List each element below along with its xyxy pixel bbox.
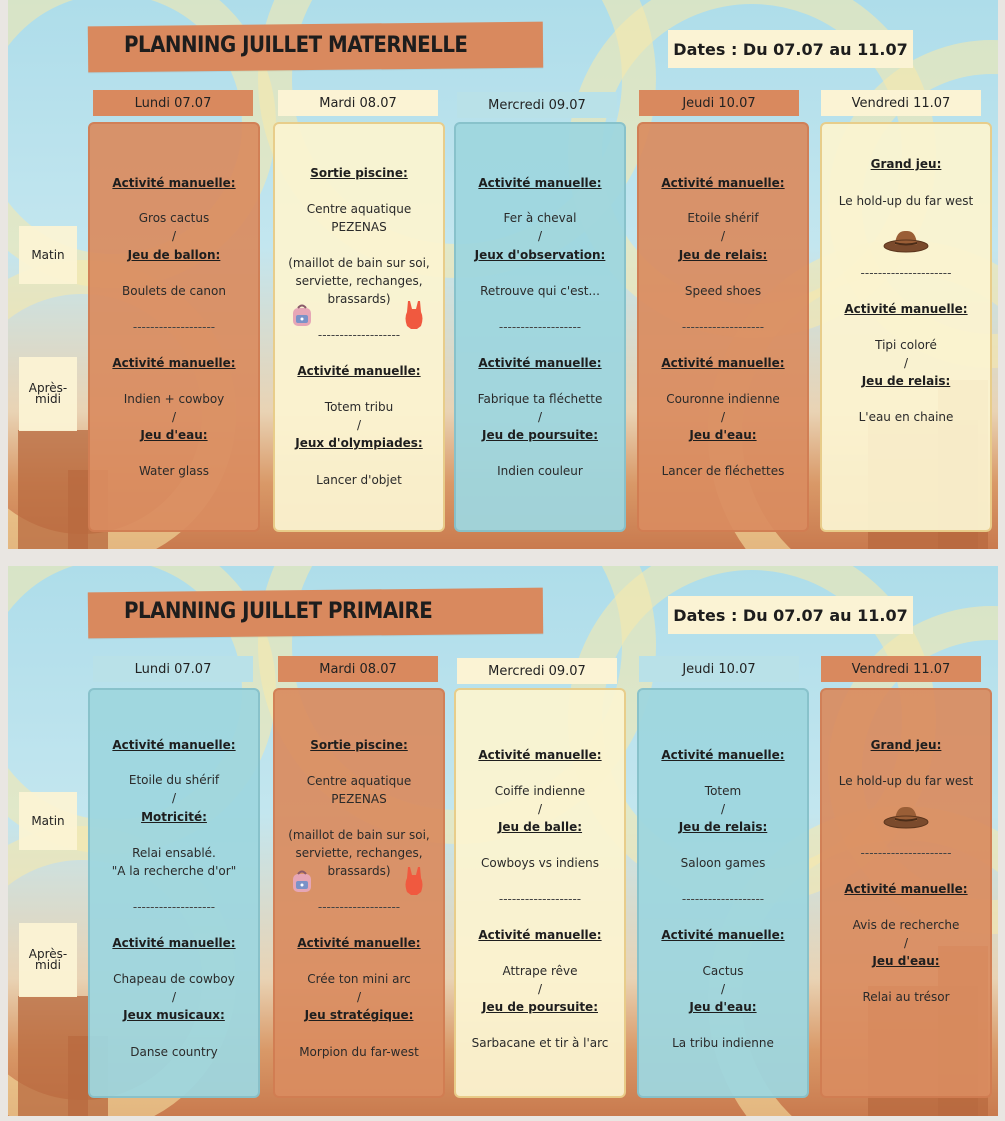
activity-heading: Activité manuelle: [297,936,421,950]
activity-text: Avis de recherche [852,918,960,932]
activity-text: (maillot de bain sur soi, [288,256,430,270]
separator-line: --------------------- [860,266,952,280]
activity-text: / [903,936,909,950]
activity-text: Speed shoes [684,284,762,298]
activity-text: Centre aquatique [306,202,412,216]
day-header: Lundi 07.07 [93,90,253,116]
activity-text: / [720,410,726,424]
activity-text: PEZENAS [331,792,387,806]
separator-line: --------------------- [860,846,952,860]
activity-text: Coiffe indienne [494,784,586,798]
activity-text: Water glass [138,464,210,478]
swimsuit-icon [403,300,425,334]
day-card [637,122,809,532]
activity-text: Couronne indienne [666,392,780,406]
activity-text: Crée ton mini arc [307,972,411,986]
separator-line: ------------------- [317,900,401,914]
activity-heading: Activité manuelle: [478,748,602,762]
day-card [88,122,260,532]
activity-heading: Jeu de poursuite: [482,428,598,442]
activity-text: Attrape rêve [502,964,578,978]
day-card [820,688,992,1098]
activity-heading: Activité manuelle: [844,882,968,896]
activity-heading: Activité manuelle: [112,738,236,752]
activity-heading: Jeu de relais: [678,248,768,262]
activity-text: / [171,990,177,1004]
activity-text: / [720,802,726,816]
separator-line: ------------------- [681,892,765,906]
activity-text: serviette, rechanges, [295,274,423,288]
page-title: PLANNING JUILLET PRIMAIRE [124,599,433,624]
matin-label: Matin [19,226,77,284]
activity-text: Totem tribu [324,400,394,414]
activity-text: Lancer de fléchettes [661,464,785,478]
activity-text: Totem [704,784,742,798]
activity-heading: Jeu d'eau: [872,954,940,968]
activity-text: / [537,982,543,996]
activity-text: / [537,410,543,424]
planning-primaire-panel [8,566,998,1116]
day-header: Jeudi 10.07 [639,656,799,682]
activity-text: Lancer d'objet [316,473,402,487]
activity-heading: Activité manuelle: [661,928,785,942]
activity-text: Le hold-up du far west [838,194,974,208]
day-card [273,122,445,532]
activity-text: brassards) [327,292,391,306]
activity-text: (maillot de bain sur soi, [288,828,430,842]
activity-text: / [537,802,543,816]
page-title: PLANNING JUILLET MATERNELLE [124,33,468,58]
apres-midi-label: Après- midi [19,923,77,997]
activity-heading: Jeux musicaux: [123,1008,225,1022]
day-header: Mardi 08.07 [278,656,438,682]
activity-heading: Activité manuelle: [478,928,602,942]
activity-heading: Jeu d'eau: [689,428,757,442]
activity-text: Chapeau de cowboy [113,972,235,986]
activity-heading: Jeux d'olympiades: [295,436,423,450]
day-header: Lundi 07.07 [93,656,253,682]
activity-text: serviette, rechanges, [295,846,423,860]
activity-text: / [720,982,726,996]
activity-heading: Activité manuelle: [297,364,421,378]
day-header: Mardi 08.07 [278,90,438,116]
activity-text: Boulets de canon [122,284,226,298]
day-card [88,688,260,1098]
activity-text: / [171,229,177,243]
activity-heading: Jeu d'eau: [140,428,208,442]
activity-heading: Activité manuelle: [661,176,785,190]
day-card [454,688,626,1098]
apres-midi-label: Après- midi [19,357,77,431]
matin-label: Matin [19,792,77,850]
activity-text: Centre aquatique [306,774,412,788]
activity-text: Relai au trésor [862,990,950,1004]
day-header: Mercredi 09.07 [457,92,617,118]
day-card [637,688,809,1098]
activity-text: / [356,418,362,432]
activity-heading: Activité manuelle: [661,356,785,370]
separator-line: ------------------- [317,328,401,342]
activity-text: brassards) [327,864,391,878]
activity-text: Cactus [702,964,744,978]
activity-text: / [537,229,543,243]
activity-heading: Jeu d'eau: [689,1000,757,1014]
activity-text: Saloon games [680,856,766,870]
activity-heading: Activité manuelle: [661,748,785,762]
day-card [273,688,445,1098]
activity-heading: Jeu stratégique: [304,1008,414,1022]
activity-heading: Grand jeu: [870,738,942,752]
cowboy-hat-icon [883,226,929,258]
activity-heading: Jeu de ballon: [127,248,221,262]
activity-text: / [720,229,726,243]
activity-heading: Jeux d'observation: [474,248,606,262]
separator-line: ------------------- [498,320,582,334]
dates-badge: Dates : Du 07.07 au 11.07 [668,596,913,634]
activity-heading: Activité manuelle: [112,936,236,950]
activity-heading: Activité manuelle: [478,356,602,370]
activity-text: / [356,990,362,1004]
activity-heading: Activité manuelle: [844,302,968,316]
activity-heading: Activité manuelle: [112,356,236,370]
activity-text: Fabrique ta fléchette [477,392,603,406]
backpack-icon [289,302,315,332]
activity-text: Sarbacane et tir à l'arc [471,1036,609,1050]
activity-text: Indien + cowboy [123,392,225,406]
activity-text: Danse country [130,1045,218,1059]
activity-text: Le hold-up du far west [838,774,974,788]
activity-text: / [171,791,177,805]
activity-text: Etoile du shérif [128,773,220,787]
activity-text: / [171,410,177,424]
day-header: Jeudi 10.07 [639,90,799,116]
activity-heading: Jeu de balle: [497,820,583,834]
activity-text: La tribu indienne [672,1036,774,1050]
activity-text: Gros cactus [138,211,210,225]
activity-text: / [903,356,909,370]
day-header: Mercredi 09.07 [457,658,617,684]
activity-text: PEZENAS [331,220,387,234]
day-card [820,122,992,532]
activity-heading: Activité manuelle: [478,176,602,190]
activity-text: Fer à cheval [503,211,577,225]
separator-line: ------------------- [132,320,216,334]
activity-heading: Sortie piscine: [310,738,408,752]
activity-text: Retrouve qui c'est... [480,284,600,298]
activity-text: Tipi coloré [875,338,937,352]
activity-text: "A la recherche d'or" [111,864,237,878]
day-header: Vendredi 11.07 [821,656,981,682]
activity-text: Etoile shérif [687,211,759,225]
activity-text: Indien couleur [497,464,583,478]
activity-heading: Motricité: [141,810,207,824]
dates-badge: Dates : Du 07.07 au 11.07 [668,30,913,68]
cowboy-hat-icon [883,802,929,834]
separator-line: ------------------- [498,892,582,906]
day-header: Vendredi 11.07 [821,90,981,116]
activity-heading: Activité manuelle: [112,176,236,190]
activity-heading: Jeu de poursuite: [482,1000,598,1014]
activity-text: Cowboys vs indiens [481,856,599,870]
activity-text: L'eau en chaine [858,410,954,424]
activity-text: Relai ensablé. [132,846,216,860]
activity-text: Morpion du far-west [299,1045,419,1059]
backpack-icon [289,868,315,898]
separator-line: ------------------- [132,900,216,914]
day-card [454,122,626,532]
activity-heading: Grand jeu: [870,157,942,171]
planning-maternelle-panel [8,0,998,549]
activity-heading: Jeu de relais: [861,374,951,388]
separator-line: ------------------- [681,320,765,334]
activity-heading: Sortie piscine: [310,166,408,180]
swimsuit-icon [403,866,425,900]
activity-heading: Jeu de relais: [678,820,768,834]
